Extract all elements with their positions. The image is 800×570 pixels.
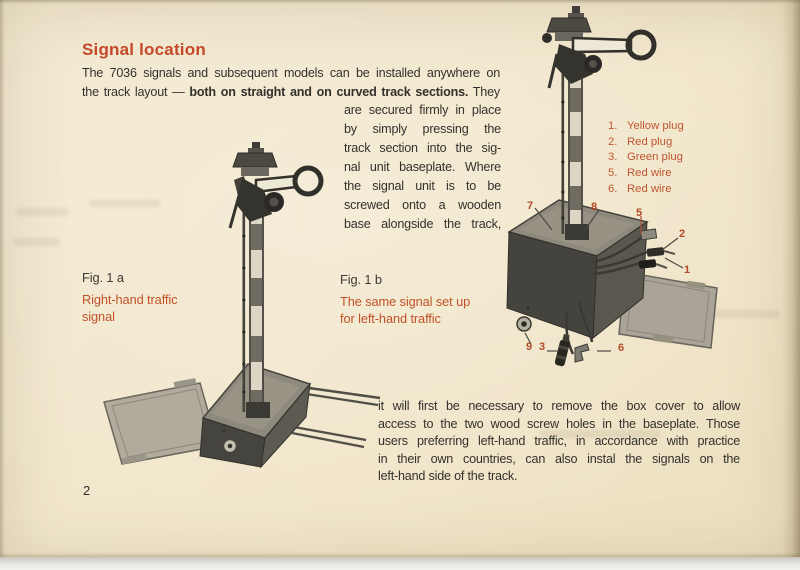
closing-paragraph (378, 398, 740, 486)
scanner-strip (0, 557, 800, 570)
parts-list-item: 2. Red plug (608, 135, 673, 148)
intro-paragraph (82, 64, 500, 102)
page-title: Signal location (82, 40, 206, 59)
plug-2 (647, 247, 675, 257)
lamp-lens (270, 198, 279, 207)
intro-line-2: the track layout — both on straight and on curved track sections. They (82, 85, 500, 99)
column-line: by simply pressing the (344, 122, 501, 136)
scan-edge-top (0, 0, 800, 4)
parts-list-item: 6. Red wire (608, 182, 672, 195)
parts-list-item: 3. Green plug (608, 151, 683, 164)
closing-line: it will first be necessary to remove the box cover to allow (378, 399, 740, 413)
page-number: 2 (83, 483, 91, 498)
closing-line: access to the two wood screw holes in the baseplate. Those (378, 416, 740, 431)
column-line: screwed onto a wooden (344, 198, 501, 212)
fig-1a-caption: Right-hand traffic signal (82, 292, 178, 324)
callout-5: 5 (636, 207, 643, 219)
column-line: nal unit baseplate. Where (344, 160, 501, 174)
ghost-text-smudge (16, 208, 68, 216)
scan-edge-left (0, 0, 5, 570)
column-line: the signal unit is to be (344, 179, 501, 193)
callout-1: 1 (684, 264, 691, 276)
signal-ring (295, 168, 321, 194)
column-line: track section into the sig- (344, 141, 501, 155)
closing-line: in their own countries, can also instal the signals on the (378, 451, 740, 466)
finial (572, 6, 580, 13)
page-curl-shadow (782, 0, 800, 557)
fig-1b-signal-illustration (495, 2, 740, 380)
callout-9: 9 (526, 341, 533, 353)
finial (252, 142, 260, 149)
ghost-text-smudge (14, 238, 60, 246)
closing-line: users preferring left-hand traffic, in accordance with practice (378, 434, 740, 449)
fig-1b-label: Fig. 1 b (340, 272, 382, 287)
semaphore-arm (573, 38, 631, 52)
lamp-lens (589, 60, 597, 68)
callout-2: 2 (679, 228, 686, 240)
parts-list-item: 5. Red wire (608, 167, 672, 180)
mast-bracket (246, 402, 270, 418)
column-line: base alongside the track, (344, 217, 501, 231)
lamp-housing (233, 153, 277, 167)
fig-1a-label: Fig. 1 a (82, 270, 124, 285)
signal-top-assembly (542, 6, 654, 88)
parts-list-item: 1. Yellow plug (608, 120, 684, 132)
callout-6: 6 (618, 342, 625, 354)
intro-bold-phrase: both on straight and on curved track sections. (189, 85, 469, 99)
column-line: are secured firmly in place (344, 103, 501, 117)
callout-7: 7 (527, 200, 534, 212)
callout-3: 3 (539, 341, 546, 353)
intro-line-1: The 7036 signals and subsequent models can be installed anywhere on (82, 66, 500, 80)
closing-line: left-hand side of the track. (378, 469, 518, 484)
mast-bracket (565, 224, 589, 240)
plug-6 (575, 344, 589, 362)
wire-clip (641, 229, 657, 240)
callout-8: 8 (591, 201, 598, 213)
fig-1b-caption: The same signal set up for left-hand traffic (340, 294, 471, 326)
lamp-housing (547, 18, 591, 32)
plug-1 (639, 259, 667, 269)
